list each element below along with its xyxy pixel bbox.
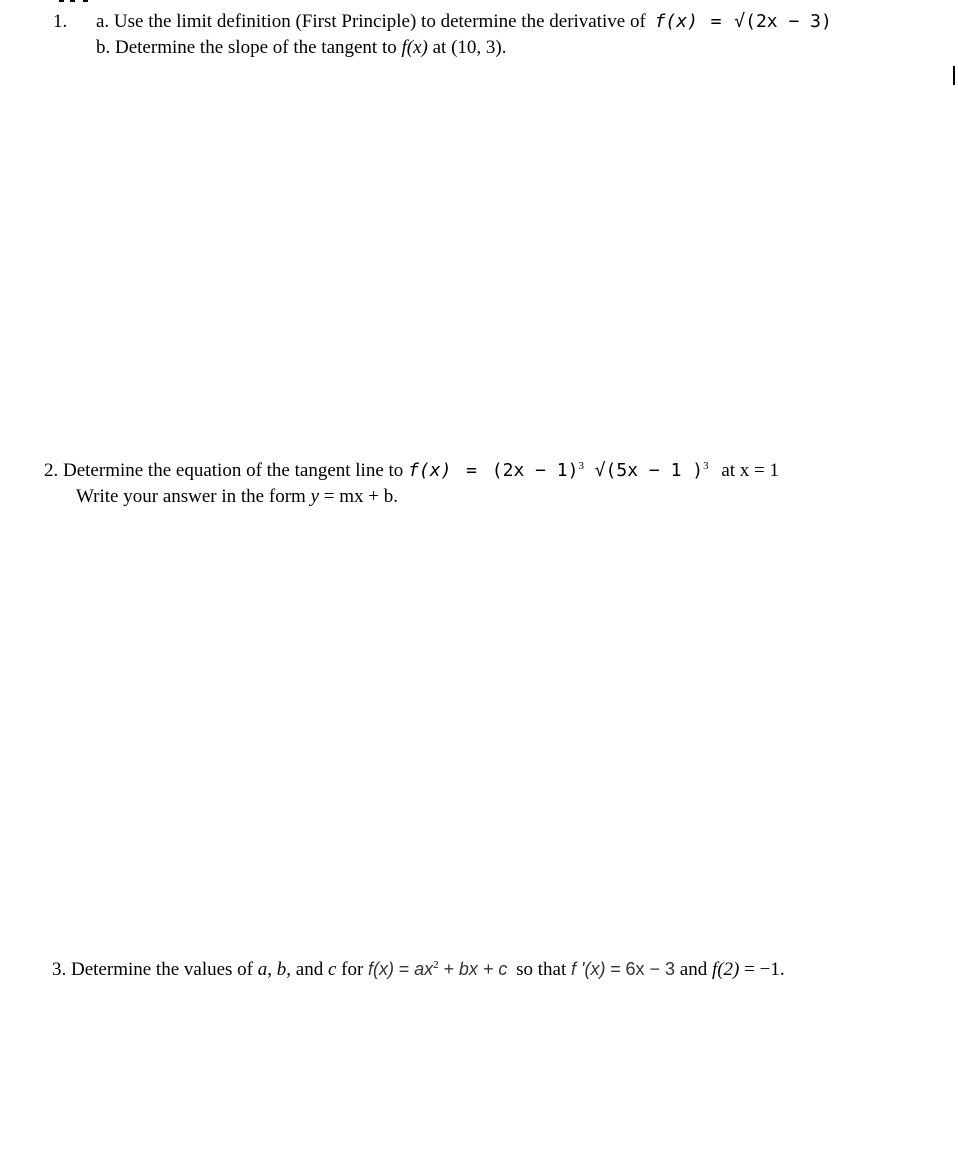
q2-form-y: y (310, 486, 319, 507)
q1a-func-rhs: √(2x − 3) (734, 11, 832, 32)
q3-text: 3. Determine the values of (52, 959, 254, 980)
q1a-text: a. Use the limit definition (First Principle) to determine the derivative of (96, 11, 646, 32)
q2-exponent-1: 3 (578, 460, 584, 472)
q1b-text: b. Determine the slope of the tangent to (96, 37, 397, 58)
q3-poly-rest: + bx + c (443, 959, 508, 979)
q3-fprime: f '(x) (571, 959, 606, 979)
q3-poly-exponent: 2 (433, 959, 439, 971)
q3-and-text: , and (286, 959, 324, 980)
q2-at-text: at x = 1 (721, 460, 780, 481)
q3-and: and (679, 959, 708, 980)
q3-f-of-x: f(x) (368, 959, 395, 979)
q2-expr-part1: (2x − 1) (491, 460, 579, 481)
q3-var-c: c (327, 959, 337, 980)
question-1b (96, 36, 507, 60)
q3-for-text: for (341, 959, 364, 980)
q2-text: 2. Determine the equation of the tangent line to (44, 460, 404, 481)
q3-f2-value: = −1. (744, 959, 785, 980)
q3-deriv-expr: 6x − 3 (625, 959, 676, 979)
q2-func-lhs: f(x) (408, 460, 452, 481)
q3-so-that: so that (516, 959, 567, 980)
question-1-number: 1. (53, 11, 68, 32)
cropped-mark (59, 0, 64, 2)
q1a-equals: = (710, 11, 722, 32)
question-2 (44, 459, 779, 483)
text-cursor (953, 66, 955, 85)
q1b-func: f(x) (401, 37, 428, 58)
q3-comma: , (267, 959, 273, 980)
q1b-suffix: at (10, 3). (432, 37, 507, 58)
q2-expr-part2: √(5x − 1 ) (594, 460, 704, 481)
cropped-mark (70, 0, 75, 2)
q2-exponent-2: 3 (703, 460, 709, 472)
q3-poly-a: ax (414, 959, 434, 979)
q2-equals: = (466, 460, 478, 481)
q2-form-rest: = mx + b. (323, 486, 398, 507)
q1a-func-lhs: f(x) (654, 11, 698, 32)
question-2-line2 (76, 485, 398, 509)
q2-line2-text: Write your answer in the form (76, 486, 306, 507)
question-1a (96, 10, 832, 34)
q3-var-a: a (257, 959, 268, 980)
q3-eq-sign: = (398, 959, 410, 979)
q3-var-b: b (276, 959, 287, 980)
q3-eq-sign-2: = (610, 959, 621, 979)
cropped-mark (83, 0, 88, 2)
q3-f2: f(2) (711, 959, 740, 980)
question-3 (52, 957, 785, 982)
